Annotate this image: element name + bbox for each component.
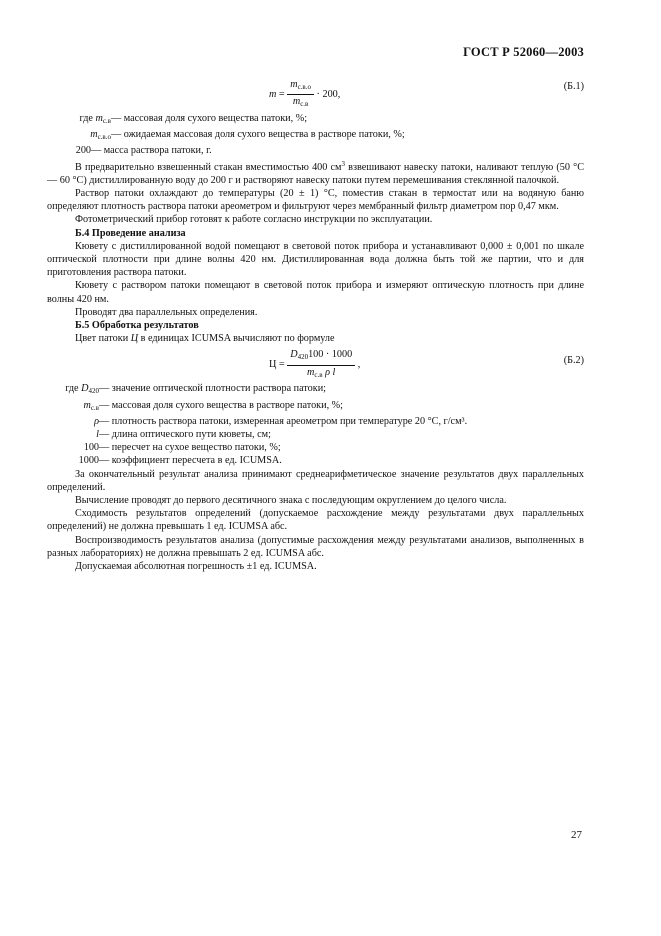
- formula-b1-number: (Б.1): [563, 81, 584, 92]
- paragraph: Сходимость результатов определений (допускаемое расхождение между результатами двух параллельных определений) не должна превышать 1 ед. ICUMSA абс.: [47, 508, 584, 533]
- formula-b2-fraction: $\frac{D_{420}100 \cdot 1000}{m_{с.в} \rho l}$: [287, 348, 355, 381]
- paragraph: Вычисление проводят до первого десятичного знака с последующим округлением до целого числа.: [75, 495, 507, 507]
- document-code-header: ГОСТ Р 52060—2003: [463, 45, 584, 59]
- where-item: 200 — масса раствора патоки, г.: [75, 145, 212, 157]
- where-item: $m_{с.в.о}$ — ожидаемая массовая доля сухого вещества в растворе патоки, %;: [90, 129, 405, 142]
- formula-b1-fraction: $\frac{m_{с.в.о}}{m_{с.в}}$: [287, 78, 314, 111]
- page-number: 27: [571, 829, 582, 841]
- formula-b2-lhs: Ц: [269, 359, 277, 371]
- section-heading-b5: Б.5 Обработка результатов: [75, 320, 199, 332]
- where-item: ρ — плотность раствора патоки, измеренная ареометром при температуре 20 °С, г/см³.: [94, 415, 468, 427]
- formula-b2: Ц = $\frac{D_{420}100 \cdot 1000}{m_{с.в} \rho l}$ , (Б.2): [47, 348, 584, 382]
- paragraph: Цвет патоки Ц в единицах ICUMSA вычисляют по формуле: [75, 333, 335, 345]
- where-item: где $m_{с.в}$ — массовая доля сухого вещества патоки, %;: [79, 113, 308, 125]
- section-heading-b4: Б.4 Проведение анализа: [75, 227, 186, 239]
- where-list-b2: [47, 382, 584, 467]
- paragraph: Кювету с дистиллированной водой помещают в световой поток прибора и устанавливают 0,000 ± 0,001 по шкале оптической плотности при длине волны 420 нм. Дистиллированная вода должна быть той же партии, что и для приготовления раствора патоки.: [47, 240, 584, 279]
- paragraph: Кювету с раствором патоки помещают в световой поток прибора и измеряют оптическую плотность при длине волны 420 нм.: [47, 280, 584, 305]
- page-content: [47, 78, 584, 573]
- where-item: где $D_{420}$ — значение оптической плотности раствора патоки;: [65, 383, 326, 396]
- paragraph: Фотометрический прибор готовят к работе согласно инструкции по эксплуатации.: [75, 214, 433, 226]
- formula-b1-lhs: m: [269, 89, 277, 101]
- paragraph: Допускаемая абсолютная погрешность ±1 ед. ICUMSA.: [75, 561, 317, 573]
- where-item: l — длина оптического пути кюветы, см;: [96, 429, 271, 441]
- paragraph: За окончательный результат анализа принимают среднеарифметическое значение результатов двух параллельных определений.: [47, 468, 584, 493]
- where-item: 1000 — коэффициент пересчета в ед. ICUMSA.: [78, 455, 282, 467]
- paragraph: Раствор патоки охлаждают до температуры (20 ± 1) °С, поместив стакан в термостат или на водяную баню определяют плотность раствора патоки ареометром и фильтруют через мембранный фильтр диаметром пор 0,47 мкм.: [47, 188, 584, 213]
- where-list-b1: [47, 112, 584, 158]
- formula-b2-number: (Б.2): [563, 355, 584, 367]
- paragraph: В предварительно взвешенный стакан вместимостью 400 $см^3$ взвешивают навеску патоки, наливают теплую (50 °С — 60 °С) дистиллированную воду до 200 г и растворяют навеску патоки путем перемешивания стеклянной палочкой.: [47, 159, 585, 186]
- where-item: $m_{с.в}$ — массовая доля сухого вещества в растворе патоки, %;: [83, 399, 343, 412]
- paragraph: Проводят два параллельных определения.: [75, 306, 258, 318]
- formula-b1: m = $\frac{m_{с.в.о}}{m_{с.в}}$ · 200, (Б.1): [47, 78, 584, 110]
- paragraph: Воспроизводимость результатов анализа (допустимые расхождения между результатами анализов, выполненных в разных лабораториях) не должна превышать 2 ед. ICUMSA абс.: [47, 534, 584, 559]
- where-item: 100 — пересчет на сухое вещество патоки, %;: [83, 442, 281, 454]
